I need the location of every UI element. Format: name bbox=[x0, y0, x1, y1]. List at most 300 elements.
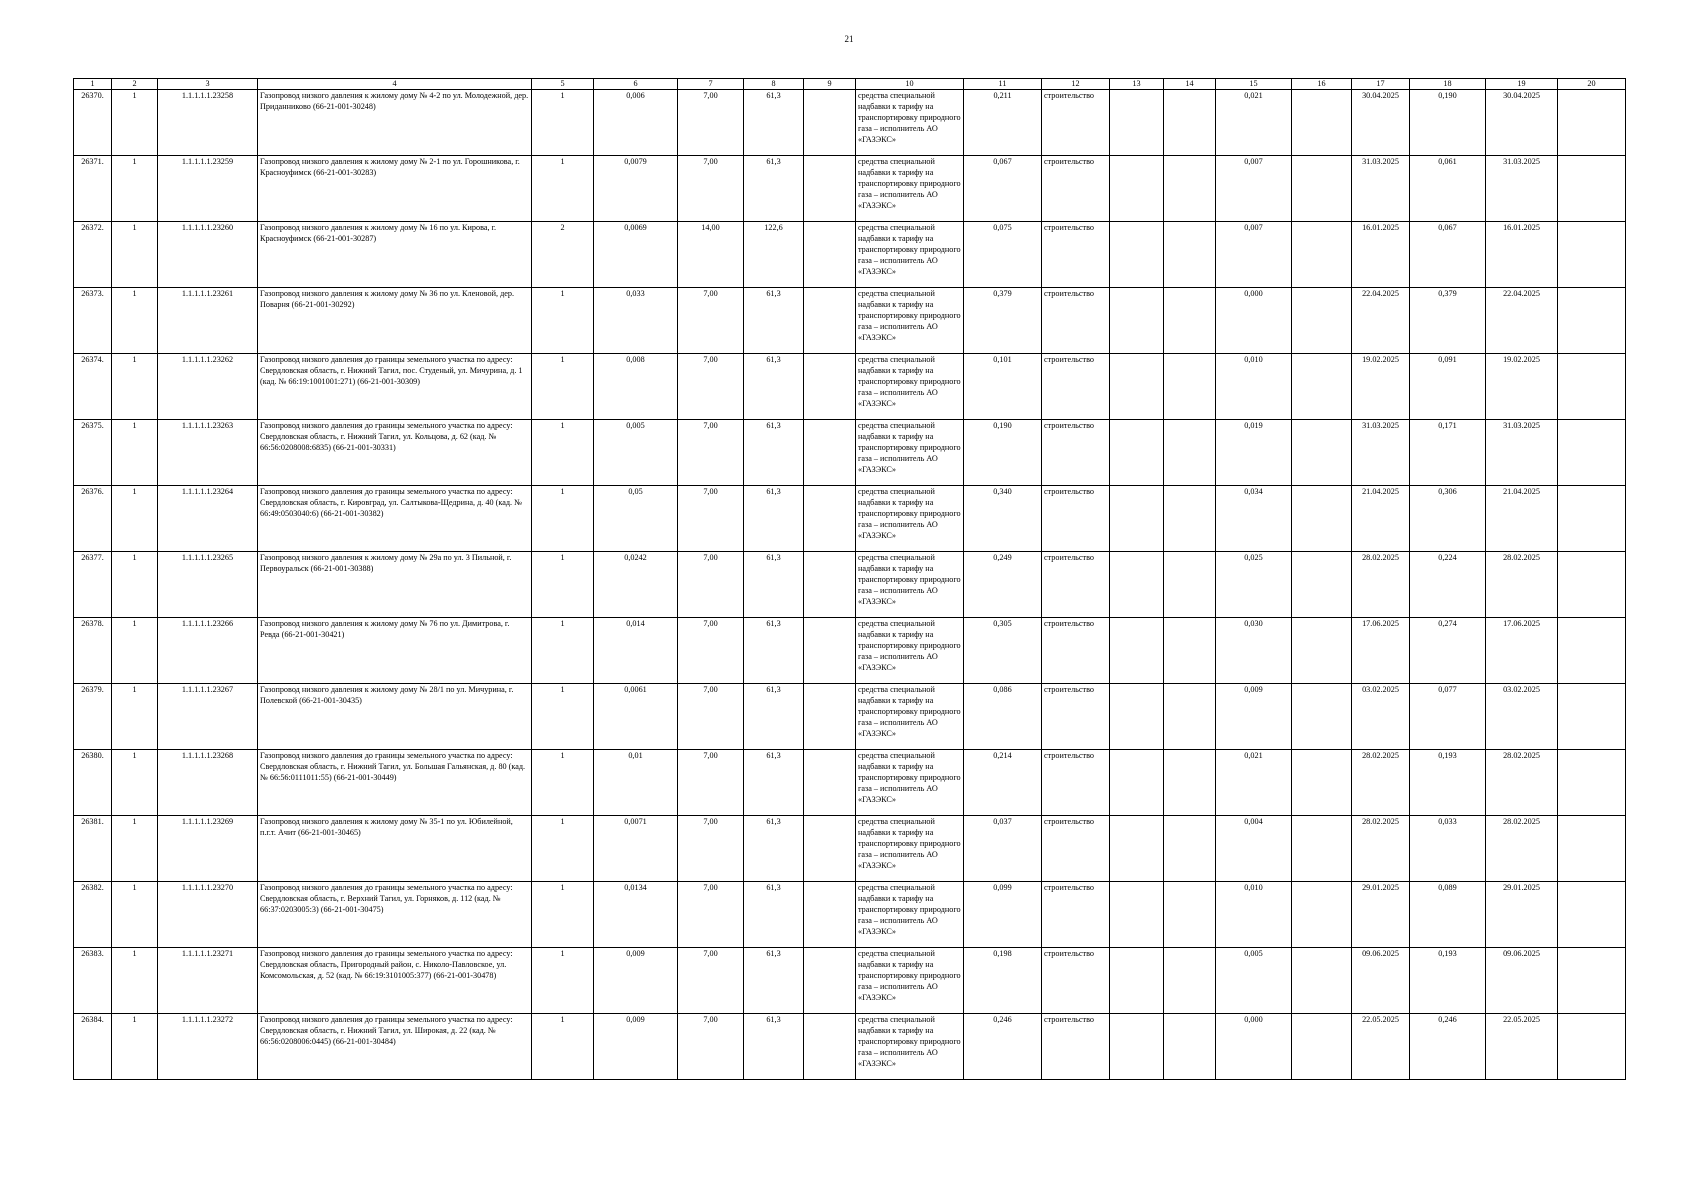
table-cell-col-14 bbox=[1164, 420, 1216, 486]
column-header-9: 9 bbox=[804, 79, 856, 90]
table-row bbox=[74, 552, 1626, 618]
column-header-6: 6 bbox=[594, 79, 678, 90]
table-cell-col-13 bbox=[1110, 90, 1164, 156]
column-header-4: 4 bbox=[258, 79, 532, 90]
table-cell-col-4: Газопровод низкого давления к жилому дому № 36 по ул. Кленовой, дер. Поварня (66-21-001-30292) bbox=[258, 288, 532, 354]
table-cell-col-13 bbox=[1110, 288, 1164, 354]
table-cell-col-18: 0,246 bbox=[1410, 1014, 1486, 1080]
table-cell-col-18: 0,033 bbox=[1410, 816, 1486, 882]
table-cell-col-10: средства специальной надбавки к тарифу на транспортировку природного газа – исполнитель АО «ГАЗЭКС» bbox=[856, 1014, 964, 1080]
table-cell-col-13 bbox=[1110, 684, 1164, 750]
column-header-10: 10 bbox=[856, 79, 964, 90]
table-cell-col-2: 1 bbox=[112, 486, 158, 552]
table-cell-col-1: 26373. bbox=[74, 288, 112, 354]
table-cell-col-14 bbox=[1164, 90, 1216, 156]
table-cell-col-7: 7,00 bbox=[678, 156, 744, 222]
table-cell-col-9 bbox=[804, 948, 856, 1014]
table-cell-col-18: 0,190 bbox=[1410, 90, 1486, 156]
table-cell-col-4: Газопровод низкого давления до границы земельного участка по адресу: Свердловская область, г. Нижний Тагил, пос. Студеный, ул. Мичурина, д. 1 (кад. № 66:19:1001001:271) (66-21-001-30309) bbox=[258, 354, 532, 420]
table-cell-col-4: Газопровод низкого давления к жилому дому № 76 по ул. Димитрова, г. Ревда (66-21-001-30421) bbox=[258, 618, 532, 684]
table-cell-col-12: строительство bbox=[1042, 420, 1110, 486]
table-cell-col-8: 61,3 bbox=[744, 816, 804, 882]
table-cell-col-17: 21.04.2025 bbox=[1352, 486, 1410, 552]
table-cell-col-17: 28.02.2025 bbox=[1352, 750, 1410, 816]
table-cell-col-3: 1.1.1.1.1.23267 bbox=[158, 684, 258, 750]
table-cell-col-7: 7,00 bbox=[678, 288, 744, 354]
table-cell-col-17: 22.05.2025 bbox=[1352, 1014, 1410, 1080]
table-cell-col-18: 0,089 bbox=[1410, 882, 1486, 948]
table-cell-col-10: средства специальной надбавки к тарифу на транспортировку природного газа – исполнитель АО «ГАЗЭКС» bbox=[856, 816, 964, 882]
table-cell-col-8: 61,3 bbox=[744, 684, 804, 750]
table-cell-col-1: 26377. bbox=[74, 552, 112, 618]
table-cell-col-4: Газопровод низкого давления до границы земельного участка по адресу: Свердловская область, Пригородный район, с. Николо-Павловское, ул. Комсомольская, д. 52 (кад. № 66:19:3101005:377) (66-21-001-30478) bbox=[258, 948, 532, 1014]
table-cell-col-9 bbox=[804, 420, 856, 486]
table-cell-col-20 bbox=[1558, 882, 1626, 948]
table-cell-col-1: 26375. bbox=[74, 420, 112, 486]
table-cell-col-19: 30.04.2025 bbox=[1486, 90, 1558, 156]
table-cell-col-9 bbox=[804, 486, 856, 552]
table-cell-col-2: 1 bbox=[112, 816, 158, 882]
table-cell-col-2: 1 bbox=[112, 354, 158, 420]
table-cell-col-11: 0,075 bbox=[964, 222, 1042, 288]
table-cell-col-5: 1 bbox=[532, 948, 594, 1014]
table-cell-col-9 bbox=[804, 552, 856, 618]
table-row bbox=[74, 948, 1626, 1014]
column-header-13: 13 bbox=[1110, 79, 1164, 90]
table-cell-col-15: 0,007 bbox=[1216, 222, 1292, 288]
table-cell-col-10: средства специальной надбавки к тарифу на транспортировку природного газа – исполнитель АО «ГАЗЭКС» bbox=[856, 750, 964, 816]
table-cell-col-14 bbox=[1164, 948, 1216, 1014]
table-cell-col-19: 17.06.2025 bbox=[1486, 618, 1558, 684]
column-header-20: 20 bbox=[1558, 79, 1626, 90]
table-cell-col-18: 0,274 bbox=[1410, 618, 1486, 684]
table-cell-col-11: 0,086 bbox=[964, 684, 1042, 750]
table-cell-col-20 bbox=[1558, 1014, 1626, 1080]
table-cell-col-11: 0,037 bbox=[964, 816, 1042, 882]
table-cell-col-19: 31.03.2025 bbox=[1486, 156, 1558, 222]
table-cell-col-15: 0,007 bbox=[1216, 156, 1292, 222]
table-row bbox=[74, 288, 1626, 354]
table-cell-col-20 bbox=[1558, 288, 1626, 354]
table-cell-col-3: 1.1.1.1.1.23268 bbox=[158, 750, 258, 816]
table-cell-col-19: 09.06.2025 bbox=[1486, 948, 1558, 1014]
table-cell-col-11: 0,214 bbox=[964, 750, 1042, 816]
table-cell-col-12: строительство bbox=[1042, 90, 1110, 156]
table-cell-col-11: 0,249 bbox=[964, 552, 1042, 618]
table-cell-col-11: 0,211 bbox=[964, 90, 1042, 156]
table-cell-col-6: 0,0242 bbox=[594, 552, 678, 618]
table-cell-col-5: 1 bbox=[532, 90, 594, 156]
table-cell-col-8: 61,3 bbox=[744, 156, 804, 222]
table-cell-col-14 bbox=[1164, 1014, 1216, 1080]
table-cell-col-18: 0,077 bbox=[1410, 684, 1486, 750]
table-cell-col-5: 1 bbox=[532, 684, 594, 750]
table-cell-col-8: 61,3 bbox=[744, 882, 804, 948]
registry-table bbox=[73, 78, 1626, 1080]
table-cell-col-8: 61,3 bbox=[744, 420, 804, 486]
table-cell-col-11: 0,099 bbox=[964, 882, 1042, 948]
table-cell-col-10: средства специальной надбавки к тарифу на транспортировку природного газа – исполнитель АО «ГАЗЭКС» bbox=[856, 882, 964, 948]
table-cell-col-17: 31.03.2025 bbox=[1352, 156, 1410, 222]
table-cell-col-15: 0,004 bbox=[1216, 816, 1292, 882]
table-cell-col-2: 1 bbox=[112, 90, 158, 156]
table-cell-col-9 bbox=[804, 354, 856, 420]
table-cell-col-12: строительство bbox=[1042, 156, 1110, 222]
table-cell-col-12: строительство bbox=[1042, 948, 1110, 1014]
table-cell-col-13 bbox=[1110, 816, 1164, 882]
table-cell-col-13 bbox=[1110, 618, 1164, 684]
table-cell-col-2: 1 bbox=[112, 222, 158, 288]
table-cell-col-3: 1.1.1.1.1.23265 bbox=[158, 552, 258, 618]
table-cell-col-13 bbox=[1110, 552, 1164, 618]
table-cell-col-19: 19.02.2025 bbox=[1486, 354, 1558, 420]
table-cell-col-10: средства специальной надбавки к тарифу на транспортировку природного газа – исполнитель АО «ГАЗЭКС» bbox=[856, 222, 964, 288]
table-cell-col-18: 0,224 bbox=[1410, 552, 1486, 618]
table-cell-col-2: 1 bbox=[112, 750, 158, 816]
table-cell-col-2: 1 bbox=[112, 552, 158, 618]
table-cell-col-4: Газопровод низкого давления до границы земельного участка по адресу: Свердловская область, г. Нижний Тагил, ул. Большая Гальянская, д. 80 (кад. № 66:56:0111011:55) (66-21-001-30449) bbox=[258, 750, 532, 816]
table-cell-col-10: средства специальной надбавки к тарифу на транспортировку природного газа – исполнитель АО «ГАЗЭКС» bbox=[856, 90, 964, 156]
table-cell-col-12: строительство bbox=[1042, 288, 1110, 354]
table-cell-col-9 bbox=[804, 618, 856, 684]
table-cell-col-8: 61,3 bbox=[744, 948, 804, 1014]
table-cell-col-16 bbox=[1292, 156, 1352, 222]
column-header-14: 14 bbox=[1164, 79, 1216, 90]
table-cell-col-3: 1.1.1.1.1.23271 bbox=[158, 948, 258, 1014]
table-cell-col-11: 0,190 bbox=[964, 420, 1042, 486]
table-row bbox=[74, 222, 1626, 288]
table-cell-col-14 bbox=[1164, 156, 1216, 222]
table-cell-col-1: 26374. bbox=[74, 354, 112, 420]
table-cell-col-1: 26378. bbox=[74, 618, 112, 684]
table-cell-col-19: 03.02.2025 bbox=[1486, 684, 1558, 750]
table-cell-col-6: 0,009 bbox=[594, 948, 678, 1014]
table-cell-col-19: 28.02.2025 bbox=[1486, 750, 1558, 816]
table-row bbox=[74, 1014, 1626, 1080]
table-cell-col-2: 1 bbox=[112, 420, 158, 486]
table-cell-col-2: 1 bbox=[112, 156, 158, 222]
table-row bbox=[74, 354, 1626, 420]
table-cell-col-7: 7,00 bbox=[678, 618, 744, 684]
table-cell-col-14 bbox=[1164, 684, 1216, 750]
table-cell-col-19: 22.05.2025 bbox=[1486, 1014, 1558, 1080]
table-cell-col-12: строительство bbox=[1042, 618, 1110, 684]
table-cell-col-3: 1.1.1.1.1.23270 bbox=[158, 882, 258, 948]
table-cell-col-8: 61,3 bbox=[744, 1014, 804, 1080]
table-cell-col-18: 0,091 bbox=[1410, 354, 1486, 420]
table-cell-col-15: 0,010 bbox=[1216, 882, 1292, 948]
table-cell-col-7: 7,00 bbox=[678, 420, 744, 486]
page-number: 21 bbox=[844, 34, 854, 44]
table-cell-col-15: 0,005 bbox=[1216, 948, 1292, 1014]
table-cell-col-19: 31.03.2025 bbox=[1486, 420, 1558, 486]
table-cell-col-3: 1.1.1.1.1.23272 bbox=[158, 1014, 258, 1080]
table-cell-col-14 bbox=[1164, 882, 1216, 948]
table-cell-col-11: 0,198 bbox=[964, 948, 1042, 1014]
table-row bbox=[74, 684, 1626, 750]
table-cell-col-15: 0,030 bbox=[1216, 618, 1292, 684]
table-cell-col-18: 0,306 bbox=[1410, 486, 1486, 552]
table-cell-col-5: 1 bbox=[532, 354, 594, 420]
table-cell-col-2: 1 bbox=[112, 948, 158, 1014]
table-row bbox=[74, 90, 1626, 156]
table-cell-col-3: 1.1.1.1.1.23259 bbox=[158, 156, 258, 222]
table-cell-col-12: строительство bbox=[1042, 882, 1110, 948]
table-cell-col-12: строительство bbox=[1042, 552, 1110, 618]
table-cell-col-11: 0,305 bbox=[964, 618, 1042, 684]
table-cell-col-11: 0,379 bbox=[964, 288, 1042, 354]
table-cell-col-15: 0,000 bbox=[1216, 288, 1292, 354]
table-cell-col-6: 0,0079 bbox=[594, 156, 678, 222]
table-cell-col-1: 26382. bbox=[74, 882, 112, 948]
table-cell-col-4: Газопровод низкого давления до границы земельного участка по адресу: Свердловская область, г. Верхний Тагил, ул. Горняков, д. 112 (кад. № 66:37:0203005:3) (66-21-001-30475) bbox=[258, 882, 532, 948]
table-cell-col-19: 29.01.2025 bbox=[1486, 882, 1558, 948]
table-cell-col-6: 0,0069 bbox=[594, 222, 678, 288]
table-cell-col-16 bbox=[1292, 486, 1352, 552]
table-cell-col-15: 0,000 bbox=[1216, 1014, 1292, 1080]
table-cell-col-2: 1 bbox=[112, 1014, 158, 1080]
table-cell-col-9 bbox=[804, 156, 856, 222]
table-cell-col-9 bbox=[804, 750, 856, 816]
table-cell-col-17: 31.03.2025 bbox=[1352, 420, 1410, 486]
table-cell-col-6: 0,014 bbox=[594, 618, 678, 684]
table-cell-col-17: 17.06.2025 bbox=[1352, 618, 1410, 684]
table-cell-col-4: Газопровод низкого давления к жилому дому № 4-2 по ул. Молодежной, дер. Приданниково (66-21-001-30248) bbox=[258, 90, 532, 156]
table-cell-col-20 bbox=[1558, 948, 1626, 1014]
table-cell-col-6: 0,0134 bbox=[594, 882, 678, 948]
table-cell-col-3: 1.1.1.1.1.23260 bbox=[158, 222, 258, 288]
table-cell-col-19: 21.04.2025 bbox=[1486, 486, 1558, 552]
table-cell-col-16 bbox=[1292, 288, 1352, 354]
table-cell-col-18: 0,171 bbox=[1410, 420, 1486, 486]
table-row bbox=[74, 156, 1626, 222]
table-cell-col-16 bbox=[1292, 816, 1352, 882]
table-cell-col-1: 26383. bbox=[74, 948, 112, 1014]
table-cell-col-5: 1 bbox=[532, 1014, 594, 1080]
table-cell-col-4: Газопровод низкого давления к жилому дому № 29а по ул. 3 Пильной, г. Первоуральск (66-21-001-30388) bbox=[258, 552, 532, 618]
table-cell-col-15: 0,010 bbox=[1216, 354, 1292, 420]
table-cell-col-9 bbox=[804, 1014, 856, 1080]
table-cell-col-14 bbox=[1164, 486, 1216, 552]
table-cell-col-20 bbox=[1558, 90, 1626, 156]
table-cell-col-17: 03.02.2025 bbox=[1352, 684, 1410, 750]
table-cell-col-15: 0,034 bbox=[1216, 486, 1292, 552]
table-cell-col-3: 1.1.1.1.1.23264 bbox=[158, 486, 258, 552]
table-cell-col-20 bbox=[1558, 354, 1626, 420]
column-header-3: 3 bbox=[158, 79, 258, 90]
table-cell-col-17: 22.04.2025 bbox=[1352, 288, 1410, 354]
column-header-17: 17 bbox=[1352, 79, 1410, 90]
table-cell-col-7: 7,00 bbox=[678, 882, 744, 948]
column-header-2: 2 bbox=[112, 79, 158, 90]
table-cell-col-14 bbox=[1164, 618, 1216, 684]
table-cell-col-6: 0,05 bbox=[594, 486, 678, 552]
table-cell-col-16 bbox=[1292, 684, 1352, 750]
table-cell-col-16 bbox=[1292, 420, 1352, 486]
table-cell-col-5: 1 bbox=[532, 486, 594, 552]
table-cell-col-10: средства специальной надбавки к тарифу на транспортировку природного газа – исполнитель АО «ГАЗЭКС» bbox=[856, 288, 964, 354]
table-cell-col-6: 0,0071 bbox=[594, 816, 678, 882]
table-cell-col-5: 1 bbox=[532, 882, 594, 948]
table-cell-col-16 bbox=[1292, 948, 1352, 1014]
table-cell-col-5: 1 bbox=[532, 816, 594, 882]
table-cell-col-5: 1 bbox=[532, 552, 594, 618]
table-cell-col-2: 1 bbox=[112, 618, 158, 684]
table-cell-col-16 bbox=[1292, 222, 1352, 288]
table-cell-col-1: 26372. bbox=[74, 222, 112, 288]
table-row bbox=[74, 882, 1626, 948]
table-cell-col-13 bbox=[1110, 222, 1164, 288]
table-cell-col-5: 1 bbox=[532, 420, 594, 486]
table-cell-col-4: Газопровод низкого давления до границы земельного участка по адресу: Свердловская область, г. Нижний Тагил, ул. Кольцова, д. 62 (кад. № 66:56:0208008:6835) (66-21-001-30331) bbox=[258, 420, 532, 486]
table-cell-col-20 bbox=[1558, 618, 1626, 684]
column-header-15: 15 bbox=[1216, 79, 1292, 90]
column-header-5: 5 bbox=[532, 79, 594, 90]
table-cell-col-8: 122,6 bbox=[744, 222, 804, 288]
table-cell-col-4: Газопровод низкого давления к жилому дому № 2-1 по ул. Горошникова, г. Красноуфимск (66-21-001-30283) bbox=[258, 156, 532, 222]
table-cell-col-17: 28.02.2025 bbox=[1352, 552, 1410, 618]
table-cell-col-11: 0,246 bbox=[964, 1014, 1042, 1080]
table-cell-col-20 bbox=[1558, 816, 1626, 882]
table-cell-col-7: 7,00 bbox=[678, 90, 744, 156]
column-header-18: 18 bbox=[1410, 79, 1486, 90]
table-cell-col-4: Газопровод низкого давления до границы земельного участка по адресу: Свердловская область, г. Кировград, ул. Салтыкова-Щедрина, д. 40 (кад. № 66:49:0503040:6) (66-21-001-30382) bbox=[258, 486, 532, 552]
table-cell-col-8: 61,3 bbox=[744, 288, 804, 354]
table-cell-col-7: 7,00 bbox=[678, 684, 744, 750]
table-cell-col-5: 1 bbox=[532, 156, 594, 222]
table-cell-col-10: средства специальной надбавки к тарифу на транспортировку природного газа – исполнитель АО «ГАЗЭКС» bbox=[856, 684, 964, 750]
column-header-7: 7 bbox=[678, 79, 744, 90]
table-cell-col-3: 1.1.1.1.1.23266 bbox=[158, 618, 258, 684]
table-cell-col-14 bbox=[1164, 354, 1216, 420]
table-cell-col-8: 61,3 bbox=[744, 750, 804, 816]
table-cell-col-16 bbox=[1292, 750, 1352, 816]
table-cell-col-16 bbox=[1292, 1014, 1352, 1080]
table-cell-col-1: 26380. bbox=[74, 750, 112, 816]
table-cell-col-17: 19.02.2025 bbox=[1352, 354, 1410, 420]
table-cell-col-6: 0,008 bbox=[594, 354, 678, 420]
table-cell-col-7: 7,00 bbox=[678, 486, 744, 552]
table-cell-col-5: 1 bbox=[532, 288, 594, 354]
table-cell-col-18: 0,061 bbox=[1410, 156, 1486, 222]
table-cell-col-1: 26384. bbox=[74, 1014, 112, 1080]
column-header-12: 12 bbox=[1042, 79, 1110, 90]
table-cell-col-19: 28.02.2025 bbox=[1486, 552, 1558, 618]
table-cell-col-20 bbox=[1558, 750, 1626, 816]
table-cell-col-3: 1.1.1.1.1.23269 bbox=[158, 816, 258, 882]
table-cell-col-12: строительство bbox=[1042, 354, 1110, 420]
table-cell-col-18: 0,193 bbox=[1410, 750, 1486, 816]
table-cell-col-16 bbox=[1292, 552, 1352, 618]
table-cell-col-20 bbox=[1558, 420, 1626, 486]
table-cell-col-10: средства специальной надбавки к тарифу на транспортировку природного газа – исполнитель АО «ГАЗЭКС» bbox=[856, 486, 964, 552]
table-cell-col-12: строительство bbox=[1042, 1014, 1110, 1080]
table-cell-col-17: 16.01.2025 bbox=[1352, 222, 1410, 288]
table-row bbox=[74, 618, 1626, 684]
table-cell-col-5: 1 bbox=[532, 750, 594, 816]
table-cell-col-1: 26370. bbox=[74, 90, 112, 156]
table-cell-col-18: 0,379 bbox=[1410, 288, 1486, 354]
table-cell-col-16 bbox=[1292, 882, 1352, 948]
table-cell-col-14 bbox=[1164, 816, 1216, 882]
table-cell-col-20 bbox=[1558, 486, 1626, 552]
table-cell-col-11: 0,101 bbox=[964, 354, 1042, 420]
table-cell-col-20 bbox=[1558, 156, 1626, 222]
table-cell-col-6: 0,0061 bbox=[594, 684, 678, 750]
table-cell-col-10: средства специальной надбавки к тарифу на транспортировку природного газа – исполнитель АО «ГАЗЭКС» bbox=[856, 156, 964, 222]
table-cell-col-13 bbox=[1110, 354, 1164, 420]
table-cell-col-4: Газопровод низкого давления к жилому дому № 35-1 по ул. Юбилейной, п.г.т. Ачит (66-21-001-30465) bbox=[258, 816, 532, 882]
table-cell-col-4: Газопровод низкого давления к жилому дому № 28/1 по ул. Мичурина, г. Полевской (66-21-001-30435) bbox=[258, 684, 532, 750]
table-cell-col-18: 0,193 bbox=[1410, 948, 1486, 1014]
table-cell-col-5: 2 bbox=[532, 222, 594, 288]
table-cell-col-17: 09.06.2025 bbox=[1352, 948, 1410, 1014]
table-cell-col-15: 0,019 bbox=[1216, 420, 1292, 486]
table-cell-col-6: 0,006 bbox=[594, 90, 678, 156]
table-cell-col-20 bbox=[1558, 552, 1626, 618]
table-cell-col-2: 1 bbox=[112, 684, 158, 750]
table-cell-col-12: строительство bbox=[1042, 486, 1110, 552]
table-cell-col-3: 1.1.1.1.1.23258 bbox=[158, 90, 258, 156]
table-cell-col-9 bbox=[804, 90, 856, 156]
table-cell-col-5: 1 bbox=[532, 618, 594, 684]
table-cell-col-2: 1 bbox=[112, 882, 158, 948]
table-cell-col-9 bbox=[804, 684, 856, 750]
table-cell-col-8: 61,3 bbox=[744, 486, 804, 552]
column-header-16: 16 bbox=[1292, 79, 1352, 90]
table-cell-col-9 bbox=[804, 288, 856, 354]
table-cell-col-13 bbox=[1110, 948, 1164, 1014]
table-cell-col-8: 61,3 bbox=[744, 618, 804, 684]
table-cell-col-6: 0,033 bbox=[594, 288, 678, 354]
table-cell-col-1: 26379. bbox=[74, 684, 112, 750]
table-cell-col-1: 26381. bbox=[74, 816, 112, 882]
table-cell-col-15: 0,025 bbox=[1216, 552, 1292, 618]
table-cell-col-9 bbox=[804, 816, 856, 882]
table-cell-col-2: 1 bbox=[112, 288, 158, 354]
table-cell-col-15: 0,009 bbox=[1216, 684, 1292, 750]
table-cell-col-17: 29.01.2025 bbox=[1352, 882, 1410, 948]
column-header-11: 11 bbox=[964, 79, 1042, 90]
table-cell-col-9 bbox=[804, 882, 856, 948]
table-cell-col-4: Газопровод низкого давления к жилому дому № 16 по ул. Кирова, г. Красноуфимск (66-21-001-30287) bbox=[258, 222, 532, 288]
table-cell-col-17: 28.02.2025 bbox=[1352, 816, 1410, 882]
column-header-8: 8 bbox=[744, 79, 804, 90]
table-body bbox=[74, 90, 1626, 1080]
table-cell-col-17: 30.04.2025 bbox=[1352, 90, 1410, 156]
table-cell-col-16 bbox=[1292, 354, 1352, 420]
table-cell-col-3: 1.1.1.1.1.23263 bbox=[158, 420, 258, 486]
table-cell-col-12: строительство bbox=[1042, 816, 1110, 882]
table-row bbox=[74, 486, 1626, 552]
table-cell-col-10: средства специальной надбавки к тарифу на транспортировку природного газа – исполнитель АО «ГАЗЭКС» bbox=[856, 420, 964, 486]
table-cell-col-14 bbox=[1164, 288, 1216, 354]
table-cell-col-6: 0,005 bbox=[594, 420, 678, 486]
table-cell-col-19: 16.01.2025 bbox=[1486, 222, 1558, 288]
table-cell-col-13 bbox=[1110, 750, 1164, 816]
table-cell-col-12: строительство bbox=[1042, 222, 1110, 288]
table-cell-col-20 bbox=[1558, 222, 1626, 288]
table-cell-col-10: средства специальной надбавки к тарифу на транспортировку природного газа – исполнитель АО «ГАЗЭКС» bbox=[856, 354, 964, 420]
table-cell-col-16 bbox=[1292, 90, 1352, 156]
table-cell-col-19: 28.02.2025 bbox=[1486, 816, 1558, 882]
table-cell-col-14 bbox=[1164, 222, 1216, 288]
table-cell-col-12: строительство bbox=[1042, 684, 1110, 750]
column-number-header-row bbox=[74, 79, 1626, 90]
table-cell-col-12: строительство bbox=[1042, 750, 1110, 816]
table-cell-col-13 bbox=[1110, 1014, 1164, 1080]
table-cell-col-18: 0,067 bbox=[1410, 222, 1486, 288]
